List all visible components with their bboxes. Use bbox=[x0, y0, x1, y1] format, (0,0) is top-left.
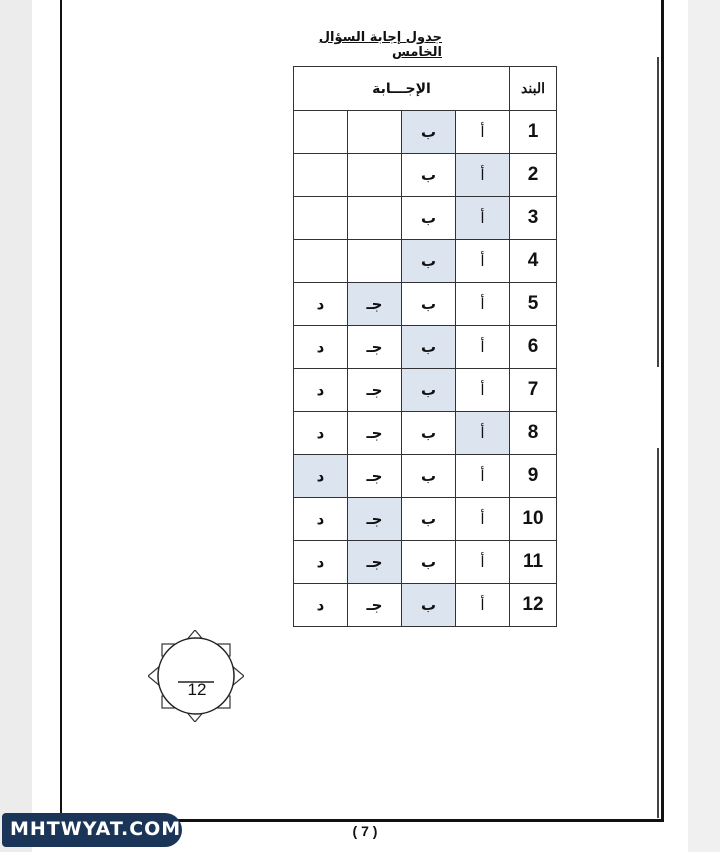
page-border-left bbox=[60, 0, 62, 822]
item-number: 6 bbox=[510, 326, 557, 369]
item-number: 2 bbox=[510, 154, 557, 197]
option-cell: جـ bbox=[348, 326, 402, 369]
page-number: ( 7 ) bbox=[352, 823, 378, 839]
right-margin bbox=[688, 0, 720, 852]
table-row bbox=[294, 111, 557, 154]
selected-option-cell: أ bbox=[456, 197, 510, 240]
table-row bbox=[294, 412, 557, 455]
option-cell: أ bbox=[456, 541, 510, 584]
answer-table bbox=[293, 66, 557, 627]
selected-option-cell: أ bbox=[456, 412, 510, 455]
item-number: 8 bbox=[510, 412, 557, 455]
option-cell: ب bbox=[402, 283, 456, 326]
table-row bbox=[294, 197, 557, 240]
item-number: 9 bbox=[510, 455, 557, 498]
option-cell: د bbox=[294, 498, 348, 541]
header-answer: الإجـــابة bbox=[294, 67, 510, 111]
page-border-right-inner-top bbox=[657, 57, 659, 367]
page-border-right-inner-bottom bbox=[657, 448, 659, 818]
option-cell: د bbox=[294, 369, 348, 412]
option-cell bbox=[294, 154, 348, 197]
option-cell: أ bbox=[456, 584, 510, 627]
table-row bbox=[294, 326, 557, 369]
selected-option-cell: ب bbox=[402, 111, 456, 154]
option-cell bbox=[294, 197, 348, 240]
table-row bbox=[294, 498, 557, 541]
item-number: 12 bbox=[510, 584, 557, 627]
option-cell: أ bbox=[456, 240, 510, 283]
option-cell bbox=[348, 197, 402, 240]
item-number: 10 bbox=[510, 498, 557, 541]
option-cell: أ bbox=[456, 498, 510, 541]
option-cell: د bbox=[294, 326, 348, 369]
table-row bbox=[294, 541, 557, 584]
selected-option-cell: جـ bbox=[348, 541, 402, 584]
selected-option-cell: ب bbox=[402, 584, 456, 627]
option-cell: د bbox=[294, 412, 348, 455]
page-border-right bbox=[661, 0, 664, 822]
option-cell: ب bbox=[402, 197, 456, 240]
option-cell: د bbox=[294, 283, 348, 326]
selected-option-cell: ب bbox=[402, 240, 456, 283]
option-cell bbox=[294, 111, 348, 154]
option-cell bbox=[348, 240, 402, 283]
option-cell: ب bbox=[402, 541, 456, 584]
selected-option-cell: جـ bbox=[348, 283, 402, 326]
table-row bbox=[294, 455, 557, 498]
option-cell bbox=[348, 111, 402, 154]
score-badge bbox=[148, 630, 244, 722]
badge-circle bbox=[158, 638, 234, 714]
table-row bbox=[294, 369, 557, 412]
option-cell: أ bbox=[456, 283, 510, 326]
option-cell: أ bbox=[456, 369, 510, 412]
option-cell bbox=[348, 154, 402, 197]
option-cell: أ bbox=[456, 455, 510, 498]
option-cell bbox=[294, 240, 348, 283]
option-cell: ب bbox=[402, 154, 456, 197]
option-cell: ب bbox=[402, 412, 456, 455]
item-number: 1 bbox=[510, 111, 557, 154]
item-number: 3 bbox=[510, 197, 557, 240]
option-cell: أ bbox=[456, 111, 510, 154]
option-cell: د bbox=[294, 541, 348, 584]
selected-option-cell: أ bbox=[456, 154, 510, 197]
selected-option-cell: ب bbox=[402, 326, 456, 369]
option-cell: جـ bbox=[348, 455, 402, 498]
option-cell: ب bbox=[402, 498, 456, 541]
selected-option-cell: ب bbox=[402, 369, 456, 412]
table-row bbox=[294, 154, 557, 197]
selected-option-cell: د bbox=[294, 455, 348, 498]
option-cell: أ bbox=[456, 326, 510, 369]
item-number: 5 bbox=[510, 283, 557, 326]
left-margin bbox=[0, 0, 32, 852]
score-total: 12 bbox=[187, 680, 207, 699]
table-title: جدول إجابة السؤال الخامس bbox=[318, 30, 442, 60]
item-number: 11 bbox=[510, 541, 557, 584]
item-number: 7 bbox=[510, 369, 557, 412]
option-cell: د bbox=[294, 584, 348, 627]
selected-option-cell: جـ bbox=[348, 498, 402, 541]
option-cell: ب bbox=[402, 455, 456, 498]
option-cell: جـ bbox=[348, 412, 402, 455]
option-cell: جـ bbox=[348, 584, 402, 627]
table-row bbox=[294, 584, 557, 627]
header-item: البند bbox=[510, 67, 557, 111]
option-cell: جـ bbox=[348, 369, 402, 412]
site-logo-text: MHTWYAT.COM bbox=[10, 818, 182, 840]
table-row bbox=[294, 283, 557, 326]
table-row bbox=[294, 240, 557, 283]
table-header-row bbox=[294, 67, 557, 111]
item-number: 4 bbox=[510, 240, 557, 283]
